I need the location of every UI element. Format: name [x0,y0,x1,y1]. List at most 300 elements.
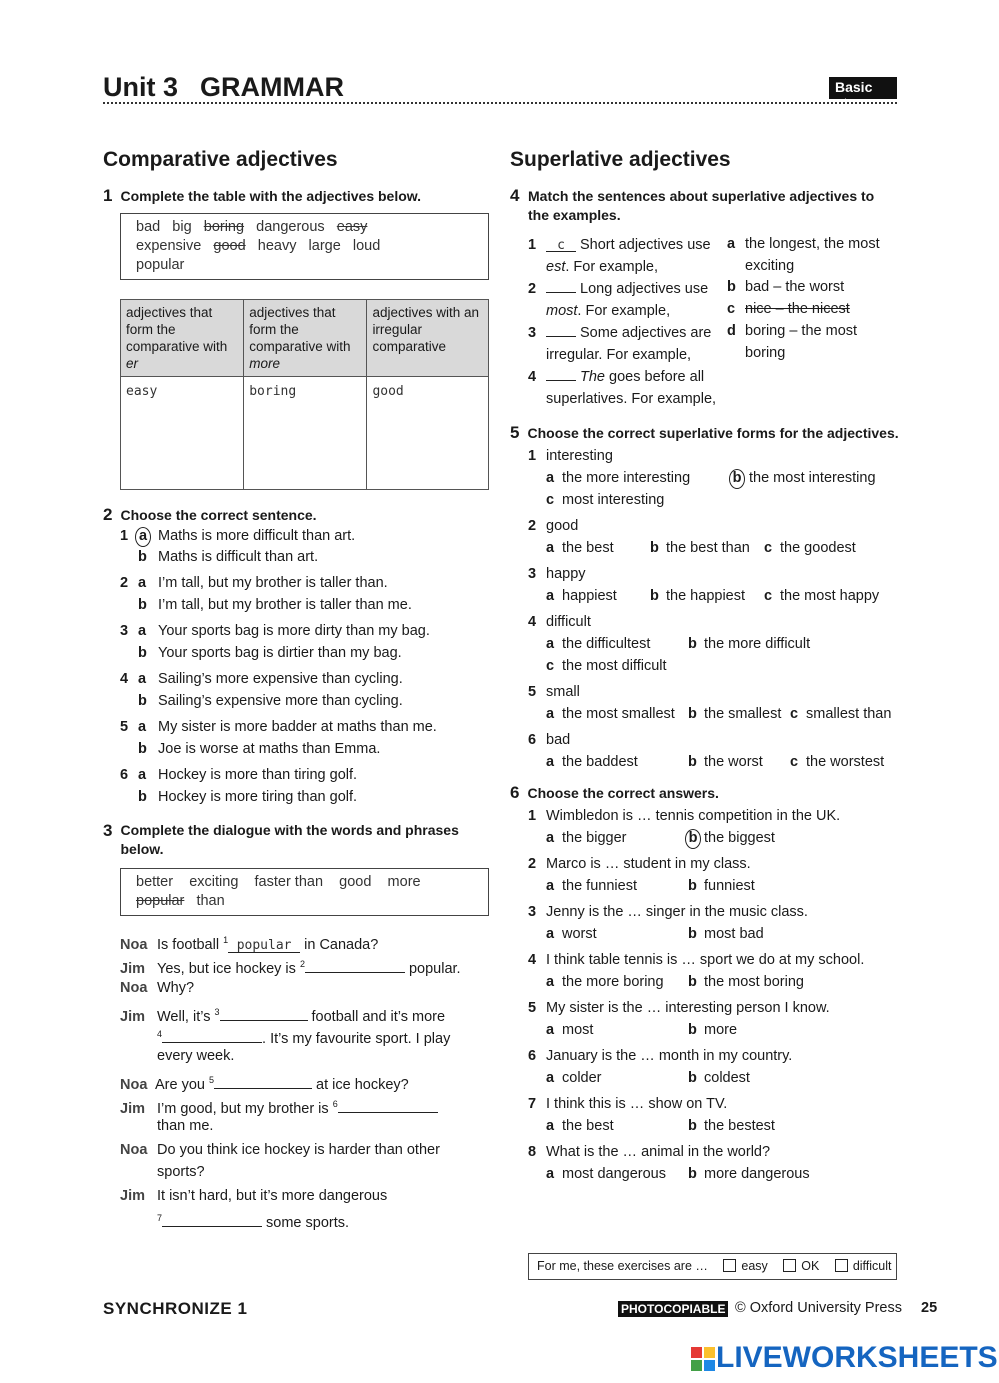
line-text: football and it’s more [307,1008,446,1025]
speaker: Noa [120,1142,148,1158]
table-header-more [244,300,367,377]
ex2-item-b [138,741,380,757]
gap-5-input[interactable] [214,1075,312,1089]
letter: a [138,719,147,735]
ex6-option-b[interactable] [688,971,804,993]
option-b-text: I’m tall, but my brother is taller than me. [158,597,412,613]
ex2-item-b [138,693,403,709]
speaker: Jim [120,960,145,977]
option-b-letter[interactable] [138,693,158,709]
ex5-option-a[interactable] [546,537,614,559]
gap-2-input[interactable] [305,959,405,973]
question: Wimbledon is … tennis competition in the UK. [546,808,841,824]
dialogue-line [157,1207,349,1234]
option-a-letter[interactable] [138,575,158,591]
ex4-right-item-cont [745,255,794,277]
ex6-option-a[interactable] [546,1115,614,1137]
ex5-item [528,681,580,703]
ex6-option-a[interactable] [546,1019,593,1041]
ex4-left-item [528,322,711,344]
word: loud [352,238,381,254]
item-number: 1 [528,448,537,464]
liveworksheets-logo-icon [691,1347,715,1371]
option-a-letter[interactable] [138,767,158,783]
ex2-instruction: Choose the correct sentence. [120,507,317,523]
word-used: easy [336,219,368,235]
letter: a [546,830,555,846]
dialogue-line [120,1069,409,1096]
line-text: I’m good, but my brother is [157,1100,333,1117]
item-number: 5 [120,719,129,735]
item-letter: b [727,279,736,295]
text: . For example, [565,259,659,275]
ex6-number: 6 [510,783,520,802]
option-text: the worstest [806,754,885,770]
option-a-letter[interactable] [138,527,158,547]
option-text: the more boring [562,974,664,990]
dialogue-line [120,977,194,999]
ex5-instruction: Choose the correct superlative forms for the adjectives. [527,425,899,441]
table-cell-irregular[interactable] [367,377,489,490]
line-text: It isn’t hard, but it’s more dangerous [157,1188,388,1204]
ex6-option-a[interactable] [546,827,627,849]
question: January is the … month in my country. [546,1048,793,1064]
item-number: 6 [528,732,537,748]
gap-number: 5 [209,1075,215,1085]
item-number: 2 [528,856,537,872]
ex4-right-item [727,276,844,298]
ex6-item [528,949,864,971]
ex5-option-a[interactable] [546,751,638,773]
letter: b [138,549,147,565]
ex5-option-c[interactable] [790,703,891,725]
item-number: 5 [528,1000,537,1016]
item-number: 4 [120,671,129,687]
letter: b [138,789,147,805]
ex5-option-c[interactable] [546,655,667,677]
letter: b [138,693,147,709]
easy-label: easy [741,1259,768,1273]
ex5-heading [510,423,899,443]
ex4-left-item-cont [546,256,658,278]
option-text: coldest [704,1070,750,1086]
line-text: . It’s my favourite sport. I play [262,1030,451,1047]
ex1-word-line-2 [136,237,473,256]
ex5-item [528,445,613,467]
letter: c [790,754,799,770]
feedback-prompt: For me, these exercises are … [537,1259,708,1273]
letter: b [138,597,147,613]
superlative-title: Superlative adjectives [510,148,731,171]
ex5-item [528,729,570,751]
word: more [387,874,421,890]
option-text: the most smallest [562,706,675,722]
ex2-item [120,671,403,687]
item-number: 3 [528,566,537,582]
text: the longest, the most [745,236,880,252]
ex6-option-b[interactable] [688,1019,737,1041]
option-a-letter[interactable] [138,671,158,687]
adjective: difficult [546,614,591,630]
gap-number: 4 [157,1029,163,1039]
letter: a [546,540,555,556]
word: popular [136,257,185,273]
ex5-option-b[interactable] [688,751,763,773]
option-b-letter[interactable] [138,645,158,661]
letter: b [138,741,147,757]
header-text: adjectives that form the comparative with [249,305,351,354]
ex3-word-box [120,868,489,916]
item-number: 1 [528,237,537,253]
answer-text: good [372,384,404,399]
option-text: worst [562,926,597,942]
item-number: 3 [528,325,537,341]
question: Jenny is the … singer in the music class. [546,904,808,920]
option-b-text: Joe is worse at maths than Emma. [158,741,381,757]
header-italic: more [249,356,280,371]
item-letter: c [727,301,736,317]
item-number: 8 [528,1144,537,1160]
item-number: 2 [120,575,129,591]
header-italic: er [126,356,139,371]
watermark: LIVEWORKSHEETS [716,1341,998,1374]
ex2-heading [103,505,317,525]
header-divider [103,102,897,104]
photocopiable-badge: PHOTOCOPIABLE [618,1301,728,1317]
text: boring [745,345,786,361]
ex5-option-a[interactable] [546,467,690,489]
option-text: the biggest [704,830,775,846]
item-number: 1 [528,808,537,824]
gap-6-input[interactable] [338,1099,438,1113]
ex6-option-b[interactable] [688,827,775,849]
word: good [339,874,372,890]
line-text: Why? [157,980,195,996]
line-text: Yes, but ice hockey is [157,960,300,977]
ex5-option-b[interactable] [688,633,810,655]
option-a-text: I’m tall, but my brother is taller than. [158,575,388,591]
ex2-item [120,623,430,639]
letter: b [688,1070,697,1086]
letter: a [546,926,555,942]
ex6-option-a[interactable] [546,1067,602,1089]
text-italic: The [580,369,605,385]
speaker: Noa [120,936,148,953]
gap-3-input[interactable] [220,1007,308,1021]
letter: a [546,1166,555,1182]
speaker: Jim [120,1008,145,1025]
ex6-option-a[interactable] [546,971,664,993]
match-input[interactable] [546,323,576,337]
ex4-left-item [528,278,708,300]
option-a-letter[interactable] [138,623,158,639]
letter: b [688,974,697,990]
ex4-right-item [727,233,880,255]
speaker: Noa [120,1076,148,1093]
ex6-item [528,805,840,827]
letter: b [688,754,697,770]
ex5-option-c[interactable] [764,537,856,559]
gap-number: 1 [223,935,229,945]
ex3-heading [103,821,471,859]
ex5-option-c[interactable] [546,489,664,511]
letter: b [688,926,697,942]
option-b-letter[interactable] [138,549,158,565]
ex6-heading [510,783,719,803]
line-text: at ice hockey? [312,1076,409,1093]
letter: a [546,1118,555,1134]
option-b-letter[interactable] [138,789,158,805]
option-text: the bigger [562,830,627,846]
item-number: 4 [528,369,537,385]
ex2-item-b [138,789,357,805]
ex6-option-b[interactable] [688,923,764,945]
item-number: 2 [528,518,537,534]
ex6-item [528,997,830,1019]
ex4-number: 4 [510,186,520,205]
text: nice – the nicest [745,301,850,317]
gap-number: 6 [332,1099,338,1109]
letter: b [138,645,147,661]
item-number: 6 [528,1048,537,1064]
option-b-text: Your sports bag is dirtier than my bag. [158,645,402,661]
ex1-table [120,299,489,490]
header-text: adjectives with an irregular comparative [372,305,479,354]
difficult-label: difficult [852,1259,892,1273]
dialogue-line [120,929,378,956]
ex3-instruction: Complete the dialogue with the words and phrases below. [120,822,459,857]
ex2-item [120,719,437,735]
difficult-checkbox[interactable] [835,1259,848,1272]
line-text: every week. [157,1048,235,1064]
letter: a [546,636,555,652]
letter: c [764,588,773,604]
question: I think this is … show on TV. [546,1096,728,1112]
ex4-instruction: Match the sentences about superlative adjectives to the examples. [528,188,875,223]
line-text: Do you think ice hockey is harder than other [157,1142,440,1158]
option-text: happiest [562,588,617,604]
ex3-word-line-1 [136,873,473,892]
table-cell-er[interactable] [121,377,244,490]
table-header-er [121,300,244,377]
ex5-number: 5 [510,423,520,442]
line-text: Are you [155,1076,209,1093]
letter: c [546,492,555,508]
gap-4-input[interactable] [162,1029,262,1043]
ex6-item [528,853,751,875]
letter: b [688,706,697,722]
option-b-letter[interactable] [138,741,158,757]
option-text: the best [562,540,614,556]
ex1-word-line-1 [136,218,473,237]
ex6-item [528,1045,792,1067]
ex6-option-b[interactable] [688,1163,810,1185]
item-number: 6 [120,767,129,783]
option-a-text: Maths is more difficult than art. [158,528,356,544]
ex5-option-b[interactable] [650,585,745,607]
text: irregular. For example, [546,347,692,363]
letter: a [546,1022,555,1038]
speaker: Noa [120,980,148,996]
option-text: more dangerous [704,1166,810,1182]
ex6-item [528,901,808,923]
ex1-instruction: Complete the table with the adjectives below. [120,188,422,204]
letter: b [729,469,745,489]
option-b-text: Sailing’s expensive more than cycling. [158,693,403,709]
ex5-option-a[interactable] [546,585,617,607]
match-input[interactable] [546,279,576,293]
ex5-option-b[interactable] [688,703,781,725]
question: My sister is the … interesting person I know. [546,1000,830,1016]
word: dangerous [256,219,325,235]
level-label: Basic [835,79,873,95]
level-badge [829,77,897,111]
ex4-right-item-cont [745,342,785,364]
word-used: good [213,238,246,254]
table-cell-more[interactable] [244,377,367,490]
ok-checkbox[interactable] [783,1259,796,1272]
ex2-item-b [138,597,412,613]
ex3-word-line-2 [136,892,473,911]
page-number: 25 [921,1300,938,1316]
dialogue-line [157,1161,205,1183]
ex5-option-c[interactable] [764,585,879,607]
line-text: Well, it’s [157,1008,215,1025]
word-used: popular [136,893,185,909]
option-text: the difficultest [562,636,651,652]
question: What is the … animal in the world? [546,1144,771,1160]
letter: b [650,540,659,556]
ex5-item [528,563,586,585]
option-text: funniest [704,878,755,894]
ex6-option-a[interactable] [546,875,637,897]
ex2-number: 2 [103,505,113,524]
item-number: 4 [528,614,537,630]
dialogue-line [120,1185,387,1207]
letter: a [138,575,147,591]
line-text: in Canada? [300,936,379,953]
match-input[interactable] [546,238,576,252]
option-text: the happiest [666,588,746,604]
ex6-option-b[interactable] [688,875,755,897]
option-a-letter[interactable] [138,719,158,735]
option-b-text: Hockey is more tiring than golf. [158,789,358,805]
item-number: 4 [528,952,537,968]
gap-number: 7 [157,1213,163,1223]
ex4-left-item-cont [546,300,670,322]
section-title: GRAMMAR [200,72,344,102]
item-letter: a [727,236,736,252]
ex5-option-a[interactable] [546,633,650,655]
ex3-number: 3 [103,821,113,840]
gap-7-input[interactable] [162,1213,262,1227]
option-text: the worst [704,754,763,770]
option-text: most bad [704,926,764,942]
ex6-option-b[interactable] [688,1115,775,1137]
answer-text: easy [126,384,158,399]
star-icon: ★ [839,95,852,111]
match-input[interactable] [546,367,576,381]
option-text: the more interesting [562,470,691,486]
ex6-option-b[interactable] [688,1067,750,1089]
ex6-item [528,1093,727,1115]
letter: b [688,1118,697,1134]
item-number: 3 [120,623,129,639]
dialogue-line [157,1045,234,1067]
ex5-option-a[interactable] [546,703,675,725]
letter: a [546,878,555,894]
header-text: adjectives that form the comparative with [126,305,228,354]
unit-label: Unit 3 [103,72,179,102]
option-text: the funniest [562,878,637,894]
ex6-option-a[interactable] [546,1163,666,1185]
text: exciting [745,258,795,274]
ex6-option-a[interactable] [546,923,597,945]
line-text: than me. [157,1118,214,1134]
ex5-option-c[interactable] [790,751,884,773]
ex4-right-item [727,298,850,320]
option-a-text: Hockey is more than tiring golf. [158,767,358,783]
text: superlatives. For example, [546,391,717,407]
option-text: the best than [666,540,750,556]
adjective: bad [546,732,571,748]
word: faster than [254,874,324,890]
table-header-irregular [367,300,489,377]
word: than [196,893,225,909]
text: bad – the worst [745,279,845,295]
line-text: popular. [404,960,461,977]
option-text: the most boring [704,974,804,990]
option-b-letter[interactable] [138,597,158,613]
letter: a [135,527,151,547]
ex6-item [528,1141,770,1163]
text: . For example, [577,303,671,319]
ex2-item-b [138,645,402,661]
option-a-text: Your sports bag is more dirty than my bag. [158,623,430,639]
word: expensive [136,238,202,254]
option-text: the smallest [704,706,782,722]
letter: b [650,588,659,604]
letter: a [546,1070,555,1086]
text: Short adjectives use [580,237,711,253]
text: goes before all [605,369,705,385]
ex4-left-item-cont [546,388,716,410]
option-text: the bestest [704,1118,775,1134]
option-text: the most difficult [562,658,667,674]
ex2-item [120,575,388,591]
option-b-text: Maths is difficult than art. [158,549,319,565]
gap-1-answer: popular [228,939,300,953]
ex1-number: 1 [103,186,113,205]
ex1-heading [103,186,421,206]
letter: a [546,470,555,486]
adjective: happy [546,566,586,582]
question: I think table tennis is … sport we do at my school. [546,952,865,968]
ex5-option-b[interactable] [650,537,750,559]
ex1-word-box [120,213,489,280]
word: better [136,874,174,890]
letter: b [688,1022,697,1038]
ex2-item [120,767,357,783]
text-italic: est [546,259,566,275]
adjective: interesting [546,448,613,464]
item-number: 1 [120,528,129,544]
easy-checkbox[interactable] [723,1259,736,1272]
text: Some adjectives are [580,325,712,341]
ex2-item-b [138,549,318,565]
speaker: Jim [120,1188,145,1204]
ex5-option-b[interactable] [732,467,876,489]
